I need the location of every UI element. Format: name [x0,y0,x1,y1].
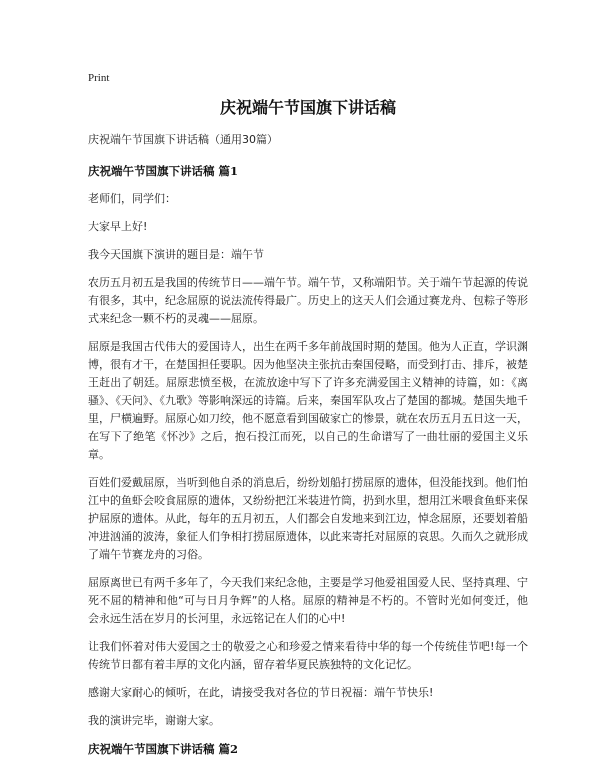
paragraph-tradition: 让我们怀着对伟大爱国之士的敬爱之心和珍爱之情来看待中华的每一个传统佳节吧!每一个传统节日都有着丰厚的文化内涵，留存着华夏民族独特的文化记忆。 [88,640,528,671]
paragraph-closing: 我的演讲完毕，谢谢大家。 [88,714,220,727]
paragraph-people-mourning: 百姓们爱戴屈原，当听到他自杀的消息后，纷纷划船打捞屈原的遗体，但没能找到。他们怕江中的鱼虾会咬食屈原的遗体，又纷纷把江米装进竹筒，扔到水里，想用江米喂食鱼虾来保护屈原的遗体。从此，每年的五月初五，人们都会自发地来到江边，悼念屈原，还要划着船冲进汹涌的波涛，象征人们争相打捞屈原遗体，以此来寄托对屈原的哀思。久而久之就形成了端午节赛龙舟的习俗。 [88,476,528,561]
paragraph-spirit: 屈原离世已有两千多年了，今天我们来纪念他，主要是学习他爱祖国爱人民、坚持真理、宁死不屈的精神和他“可与日月争辉”的人格。屈原的精神是不朽的。不管时光如何变迁，他会永远生活在岁月的长河里，永远铭记在人们的心中! [88,576,528,625]
document-subtitle: 庆祝端午节国旗下讲话稿（通用30篇） [88,133,278,146]
print-link[interactable]: Print [88,72,110,84]
paragraph-topic: 我今天国旗下演讲的题目是：端午节 [88,248,264,261]
paragraph-good-morning: 大家早上好! [88,220,148,233]
paragraph-thanks: 感谢大家耐心的倾听，在此，请接受我对各位的节日祝福：端午节快乐! [88,686,434,699]
paragraph-festival-origin: 农历五月初五是我国的传统节日——端午节。端午节，又称端阳节。关于端午节起源的传说有很多，其中，纪念屈原的说法流传得最广。历史上的这天人们会通过赛龙舟、包粽子等形式来纪念一颗不朽的灵魂——屈原。 [88,276,528,325]
section-heading-1: 庆祝端午节国旗下讲话稿 篇1 [88,164,239,178]
document-body [88,131,528,768]
document-title: 庆祝端午节国旗下讲话稿 [219,98,396,117]
section-heading-2: 庆祝端午节国旗下讲话稿 篇2 [88,742,239,756]
paragraph-qu-yuan-bio: 屈原是我国古代伟大的爱国诗人，出生在两千多年前战国时期的楚国。他为人正直，学识渊博，很有才干，在楚国担任要职。因为他坚决主张抗击秦国侵略，而受到打击、排斥，被楚王赶出了朝廷。屈原悲愤至极，在流放途中写下了许多充满爱国主义精神的诗篇，如：《离骚》、《天问》、《九歌》等影响深远的诗篇。后来，秦国军队攻占了楚国的都城。楚国失地千里，尸横遍野。屈原心如刀绞，他不愿意看到国破家亡的惨景，就在农历五月五日这一天，在写下了绝笔《怀沙》之后，抱石投江而死，以自己的生命谱写了一曲壮丽的爱国主义乐章。 [88,340,528,461]
paragraph-greeting: 老师们，同学们： [88,192,176,205]
